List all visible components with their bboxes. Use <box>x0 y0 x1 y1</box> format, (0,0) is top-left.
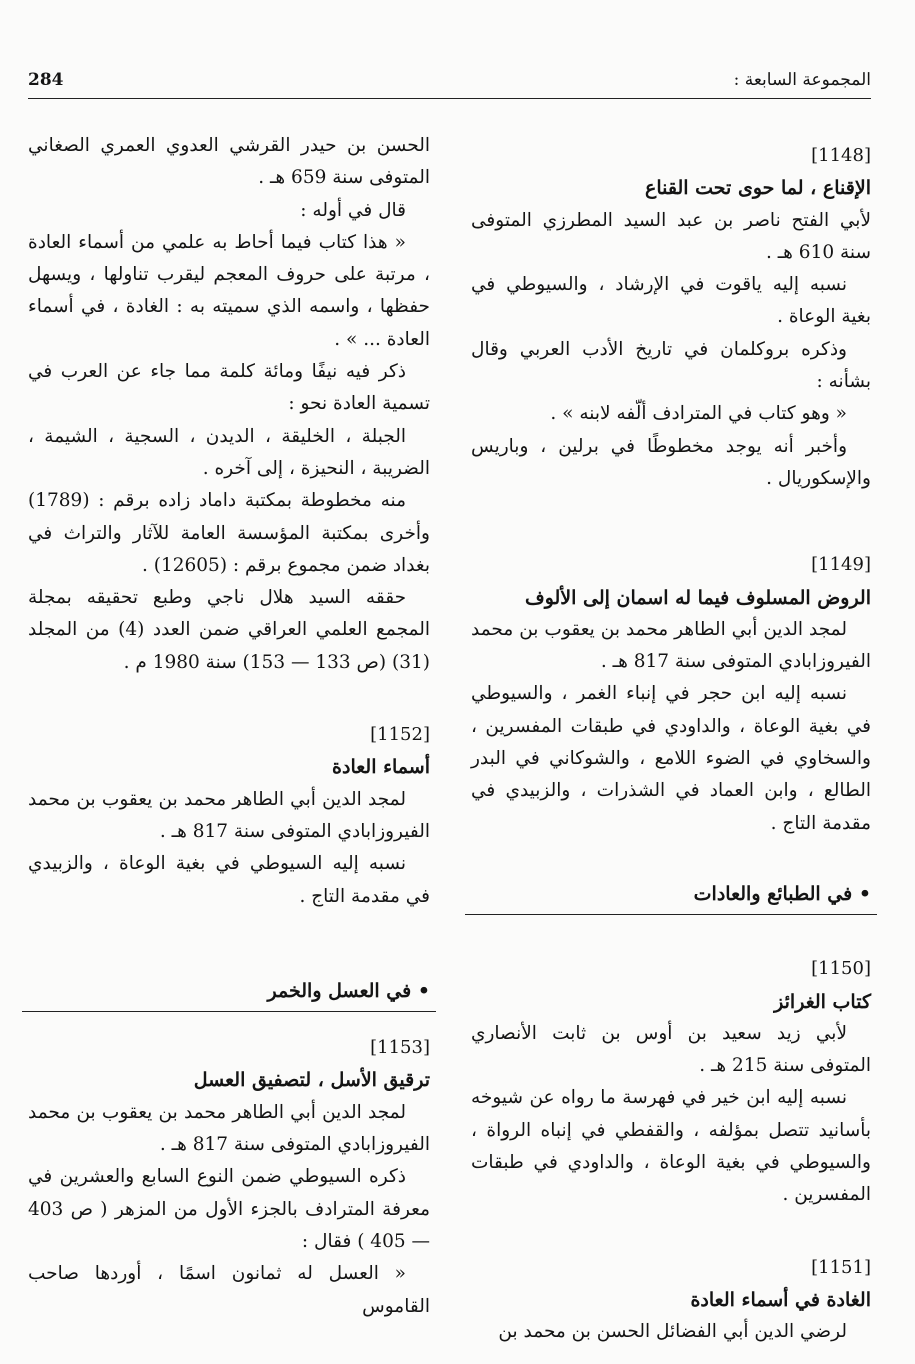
entry-author: لمجد الدين أبي الطاهر محمد بن يعقوب بن محمد الفيروزابادي المتوفى سنة 817 هـ . <box>471 618 871 673</box>
entry-quote: « العسل له ثمانون اسمًا ، أوردها صاحب القاموس <box>28 1263 430 1317</box>
entry-text: نسبه إليه ابن حجر في إنباء الغمر ، والسيوطي في بغية الوعاة ، والداودي في طبقات المفسرين ، والسخاوي في الضوء اللامع ، والشوكاني في البدر الطالع ، وابن العماد في الشذرات ، والزبيدي في مقدمة التاج . <box>471 683 871 834</box>
entry-text: نسبه إليه ياقوت في الإرشاد ، والسيوطي في بغية الوعاة . <box>471 274 871 328</box>
entry-title: الروض المسلوف فيما له اسمان إلى الألوف <box>525 586 871 609</box>
entry-author: لمجد الدين أبي الطاهر محمد بن يعقوب بن محمد الفيروزابادي المتوفى سنة 817 هـ . <box>28 788 430 842</box>
left-column <box>28 130 430 1323</box>
entry-1153 <box>28 1032 430 1323</box>
entry-1148 <box>471 140 871 495</box>
entry-number: [1151] <box>811 1256 871 1278</box>
entry-author: لرضي الدين أبي الفضائل الحسن بن محمد بن <box>498 1321 847 1343</box>
entry-text: قال في أوله : <box>300 199 406 221</box>
entry-title: كتاب الغرائز <box>774 990 871 1013</box>
entry-text: نسبه إليه ابن خير في فهرسة ما رواه عن شيوخه بأسانيد تتصل بمؤلفه ، والقفطي في إنباه الرواة ، والسيوطي في بغية الوعاة ، والداودي في طبقات المفسرين . <box>471 1087 871 1206</box>
entry-text: وأخبر أنه يوجد مخطوطًا في برلين ، وباريس والإسكوريال . <box>471 435 871 489</box>
entry-text: نسبه إليه السيوطي في بغية الوعاة ، والزبيدي في مقدمة التاج . <box>28 853 430 907</box>
entry-title: ترقيق الأسل ، لتصفيق العسل <box>193 1069 430 1092</box>
page-number: 284 <box>28 70 64 90</box>
right-column <box>471 130 871 1349</box>
entry-number: [1153] <box>370 1037 430 1059</box>
entry-text: وذكره بروكلمان في تاريخ الأدب العربي وقال بشأنه : <box>471 338 871 393</box>
entry-1149 <box>471 549 871 840</box>
section-heading: • في الطبائع والعادات <box>465 864 877 915</box>
entry-quote: « وهو كتاب في المترادف ألّفه لابنه » . <box>550 403 847 425</box>
entry-title: الإقناع ، لما حوى تحت القناع <box>644 177 871 200</box>
entry-author: لأبي زيد سعيد بن أوس بن ثابت الأنصاري المتوفى سنة 215 هـ . <box>471 1022 871 1077</box>
entry-title: أسماء العادة <box>332 756 430 779</box>
entry-1151 <box>471 1252 871 1349</box>
page-header <box>28 58 871 99</box>
entry-author: لمجد الدين أبي الطاهر محمد بن يعقوب بن محمد الفيروزابادي المتوفى سنة 817 هـ . <box>28 1101 430 1156</box>
entry-1152 <box>28 719 430 913</box>
entry-list: الجبلة ، الخليقة ، الديدن ، السجية ، الشيمة ، الضريبة ، النحيزة ، إلى آخره . <box>28 425 430 479</box>
entry-1150 <box>471 953 871 1211</box>
entry-title: الغادة في أسماء العادة <box>690 1288 871 1311</box>
entry-author: الحسن بن حيدر القرشي العدوي العمري الصغاني المتوفى سنة 659 هـ . <box>28 135 430 189</box>
entry-number: [1149] <box>811 554 871 576</box>
entry-number: [1148] <box>811 145 871 166</box>
entry-text: حققه السيد هلال ناجي وطبع تحقيقه بمجلة المجمع العلمي العراقي ضمن العدد (4) من المجلد (31) (ص 133 — 153) سنة 1980 م . <box>28 587 430 673</box>
entry-number: [1150] <box>811 958 871 980</box>
entry-1151-continued <box>28 130 430 679</box>
entry-author: لأبي الفتح ناصر بن عبد السيد المطرزي المتوفى سنة 610 هـ . <box>471 209 871 263</box>
entry-text: منه مخطوطة بمكتبة داماد زاده برقم : (1789) وأخرى بمكتبة المؤسسة العامة للآثار والتراث في بغداد ضمن مجموع برقم : (12605) . <box>28 490 430 576</box>
running-title: المجموعة السابعة : <box>733 70 871 90</box>
section-heading: • في العسل والخمر <box>22 961 436 1012</box>
entry-number: [1152] <box>370 724 430 746</box>
entry-text: ذكر فيه نيفًا ومائة كلمة مما جاء عن العرب في تسمية العادة نحو : <box>28 361 430 415</box>
entry-text: ذكره السيوطي ضمن النوع السابع والعشرين في معرفة المترادف بالجزء الأول من المزهر ( ص 403 — 405 ) فقال : <box>28 1166 430 1252</box>
entry-quote: « هذا كتاب فيما أحاط به علمي من أسماء العادة ، مرتبة على حروف المعجم ليقرب تناولها ، ويسهل حفظها ، واسمه الذي سميته به : الغادة ، في أسماء العادة ... » . <box>28 231 430 350</box>
